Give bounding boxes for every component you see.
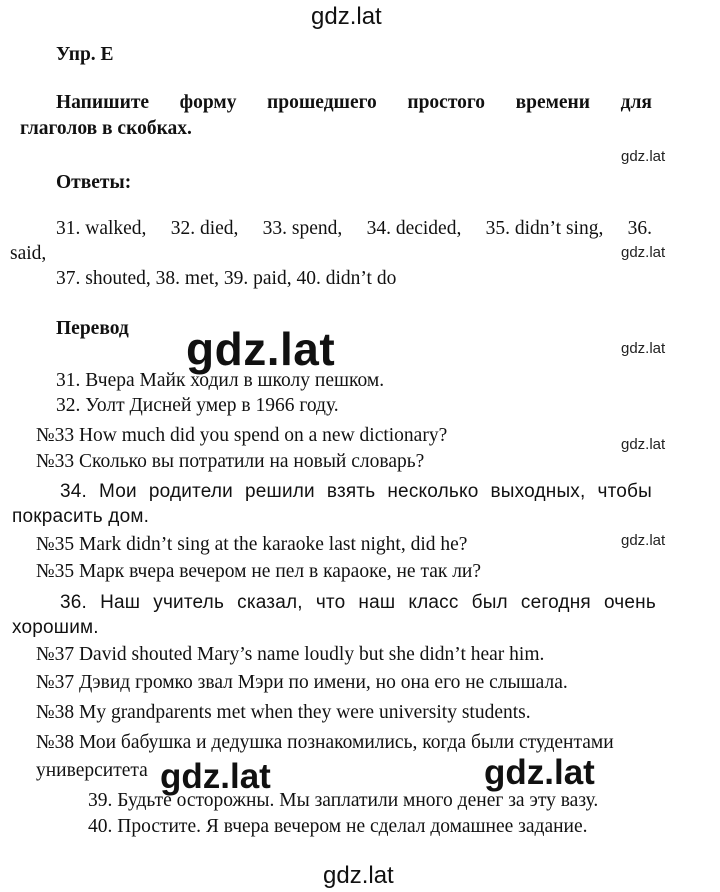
- answers-heading: Ответы:: [56, 172, 132, 193]
- translation-word: был: [471, 592, 508, 613]
- translation-word: сказал,: [237, 592, 303, 613]
- watermark-side: gdz.lat: [621, 532, 666, 549]
- instruction-word: простого: [407, 92, 486, 113]
- translation-31: 31. Вчера Майк ходил в школу пешком.: [56, 370, 385, 391]
- exercise-title: Упр. Е: [56, 44, 114, 65]
- translation-word: несколько: [387, 481, 479, 502]
- translation-word: решили: [244, 481, 315, 502]
- translation-35-en: №35 Mark didn’t sing at the karaoke last night, did he?: [36, 534, 468, 555]
- translation-38-en: №38 My grandparents met when they were university students.: [36, 702, 531, 723]
- instruction-word: прошедшего: [267, 92, 377, 113]
- translation-40: 40. Простите. Я вчера вечером не сделал домашнее задание.: [88, 816, 588, 837]
- translation-34-line-2: покрасить дом.: [12, 506, 150, 527]
- translation-38-ru-line-2: университета: [36, 760, 148, 781]
- instruction-word: форму: [179, 92, 237, 113]
- translation-37-ru: №37 Дэвид громко звал Мэри по имени, но она его не слышала.: [36, 672, 568, 693]
- watermark-side: gdz.lat: [621, 436, 666, 453]
- answer-item: 36.: [627, 218, 652, 239]
- watermark-side: gdz.lat: [621, 148, 666, 165]
- instruction-word: для: [620, 92, 652, 113]
- translation-word: сегодня: [520, 592, 591, 613]
- translation-word: наш: [358, 592, 396, 613]
- translation-word: родители: [148, 481, 233, 502]
- answer-item: 32. died,: [170, 218, 239, 239]
- translation-word: очень: [603, 592, 656, 613]
- translation-heading: Перевод: [56, 318, 129, 339]
- translation-36-line-2: хорошим.: [12, 617, 99, 638]
- translation-37-en: №37 David shouted Mary’s name loudly but she didn’t hear him.: [36, 644, 545, 665]
- translation-word: учитель: [153, 592, 225, 613]
- watermark-side: gdz.lat: [621, 244, 666, 261]
- answers-line-1: [56, 218, 652, 240]
- watermark-bottom: gdz.lat: [323, 862, 394, 889]
- answers-line-2: said,: [10, 243, 47, 264]
- watermark-mid-left: gdz.lat: [160, 757, 271, 796]
- watermark-mid-right: gdz.lat: [484, 753, 595, 792]
- translation-word: Наш: [100, 592, 141, 613]
- answer-item: 33. spend,: [262, 218, 343, 239]
- translation-36-line-1: [60, 592, 656, 614]
- translation-word: 34.: [60, 481, 88, 502]
- translation-34-line-1: [60, 481, 652, 503]
- instruction-line-2: глаголов в скобках.: [20, 118, 192, 139]
- answer-item: 34. decided,: [366, 218, 462, 239]
- watermark-side: gdz.lat: [621, 340, 666, 357]
- instruction-line-1: [56, 92, 652, 114]
- instruction-word: времени: [515, 92, 591, 113]
- translation-38-ru-line-1: №38 Мои бабушка и дедушка познакомились, когда были студентами: [36, 732, 614, 753]
- translation-word: чтобы: [597, 481, 652, 502]
- translation-word: что: [315, 592, 346, 613]
- answer-item: 31. walked,: [56, 218, 147, 239]
- instruction-word: Напишите: [56, 92, 150, 113]
- translation-33-ru: №33 Сколько вы потратили на новый словарь?: [36, 451, 425, 472]
- translation-32: 32. Уолт Дисней умер в 1966 году.: [56, 395, 339, 416]
- translation-word: Мои: [99, 481, 137, 502]
- translation-word: 36.: [60, 592, 88, 613]
- translation-35-ru: №35 Марк вчера вечером не пел в караоке, не так ли?: [36, 561, 482, 582]
- translation-word: класс: [408, 592, 459, 613]
- answer-item: 35. didn’t sing,: [485, 218, 604, 239]
- watermark-big: gdz.lat: [186, 323, 336, 375]
- watermark-top: gdz.lat: [311, 3, 382, 30]
- translation-word: взять: [326, 481, 376, 502]
- translation-word: выходных,: [490, 481, 586, 502]
- translation-39: 39. Будьте осторожны. Мы заплатили много денег за эту вазу.: [88, 790, 599, 811]
- answers-line-3: 37. shouted, 38. met, 39. paid, 40. didn’t do: [56, 268, 397, 289]
- translation-33-en: №33 How much did you spend on a new dictionary?: [36, 425, 448, 446]
